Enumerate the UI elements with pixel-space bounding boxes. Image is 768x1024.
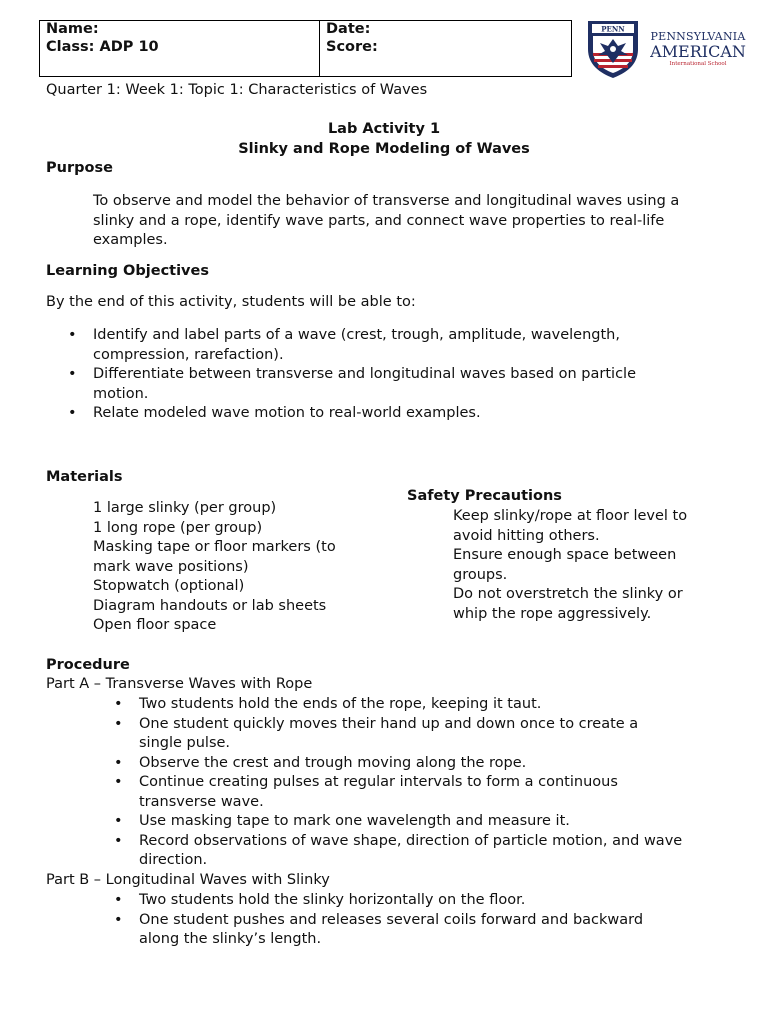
crest-text: PENN (601, 24, 625, 34)
procedure-heading: Procedure (46, 657, 130, 673)
list-item-line: along the slinky’s length. (139, 931, 322, 947)
topic-line: Quarter 1: Week 1: Topic 1: Characteristics of Waves (46, 82, 428, 98)
lab-title: Lab Activity 1 (327, 121, 441, 137)
list-item-line: Observe the crest and trough moving along the rope. (139, 754, 527, 771)
list-item-line: direction. (139, 852, 208, 868)
logo-line2: AMERICAN (650, 42, 746, 61)
safety-line: whip the rope aggressively. (453, 605, 652, 622)
safety-line: Do not overstretch the slinky or (453, 586, 683, 602)
list-item-line: Identify and label parts of a wave (crest, trough, amplitude, wavelength, (93, 327, 620, 343)
list-item (114, 832, 683, 871)
bullet: • (114, 696, 123, 712)
safety-line: avoid hitting others. (453, 527, 600, 544)
lab-subtitle: Slinky and Rope Modeling of Waves (238, 141, 530, 157)
materials-list (93, 499, 336, 636)
logo-line1: PENNSYLVANIA (650, 30, 746, 43)
bullet: • (114, 813, 123, 829)
name-label: Name: (46, 21, 99, 37)
purpose-line: examples. (93, 232, 168, 248)
list-item-line: transverse wave. (139, 793, 264, 810)
bullet: • (114, 754, 123, 771)
safety-line: Ensure enough space between (453, 547, 677, 563)
list-item (68, 326, 636, 365)
list-item (114, 812, 682, 832)
header-divider (319, 20, 320, 77)
list-item-line: Two students hold the slinky horizontally on the floor. (139, 892, 526, 908)
school-logo-text (648, 30, 748, 67)
school-crest-icon (586, 19, 640, 79)
materials-line: 1 large slinky (per group) (93, 500, 277, 516)
safety-line: groups. (453, 566, 508, 583)
purpose-line: To observe and model the behavior of transverse and longitudinal waves using a (93, 193, 680, 209)
list-item (114, 754, 682, 774)
bullet: • (114, 774, 123, 790)
purpose-heading: Purpose (46, 160, 113, 176)
bullet: • (114, 892, 123, 908)
bullet: • (68, 366, 77, 382)
materials-line: Diagram handouts or lab sheets (93, 597, 327, 614)
list-item (114, 695, 682, 715)
list-item-line: Use masking tape to mark one wavelength and measure it. (139, 813, 570, 829)
list-item-line: One student pushes and releases several coils forward and backward (139, 911, 644, 928)
objectives-heading: Learning Objectives (46, 263, 209, 279)
bullet: • (114, 911, 123, 928)
list-item (114, 715, 682, 754)
list-item (114, 891, 643, 911)
part-b-title: Part B – Longitudinal Waves with Slinky (46, 872, 330, 888)
list-item-line: One student quickly moves their hand up and down once to create a (139, 715, 639, 732)
materials-line: Open floor space (93, 617, 217, 633)
list-item-line: Continue creating pulses at regular intervals to form a continuous (139, 774, 618, 790)
materials-line: Masking tape or floor markers (to (93, 539, 336, 555)
objectives-intro: By the end of this activity, students will be able to: (46, 294, 416, 310)
list-item-line: Differentiate between transverse and longitudinal waves based on particle (93, 366, 636, 382)
list-item (114, 773, 682, 812)
materials-line: 1 long rope (per group) (93, 519, 263, 536)
class-label: Class: ADP 10 (46, 39, 159, 55)
list-item (68, 365, 636, 404)
list-item (68, 404, 636, 424)
list-item (114, 911, 644, 950)
bullet: • (68, 405, 77, 421)
safety-list (453, 507, 687, 624)
list-item-line: Relate modeled wave motion to real-world examples. (93, 405, 481, 421)
safety-heading: Safety Precautions (407, 488, 562, 504)
part-b-list (114, 891, 644, 950)
bullet: • (114, 832, 123, 849)
list-item-line: Two students hold the ends of the rope, keeping it taut. (139, 696, 542, 712)
materials-line: mark wave positions) (93, 558, 249, 575)
part-a-list (114, 695, 683, 871)
materials-line: Stopwatch (optional) (93, 578, 245, 594)
list-item-line: motion. (93, 385, 149, 402)
purpose-text (93, 192, 679, 251)
logo-line3: International School (669, 61, 727, 67)
bullet: • (68, 327, 77, 343)
objectives-list (68, 326, 636, 424)
safety-line: Keep slinky/rope at floor level to (453, 508, 688, 524)
part-a-title: Part A – Transverse Waves with Rope (46, 676, 313, 692)
score-label: Score: (326, 39, 378, 55)
list-item-line: single pulse. (139, 735, 231, 751)
materials-heading: Materials (46, 469, 123, 485)
list-item-line: compression, rarefaction). (93, 346, 284, 363)
purpose-line: slinky and a rope, identify wave parts, and connect wave properties to real-life (93, 212, 665, 229)
date-label: Date: (326, 21, 371, 37)
list-item-line: Record observations of wave shape, direction of particle motion, and wave (139, 832, 683, 849)
bullet: • (114, 715, 123, 732)
